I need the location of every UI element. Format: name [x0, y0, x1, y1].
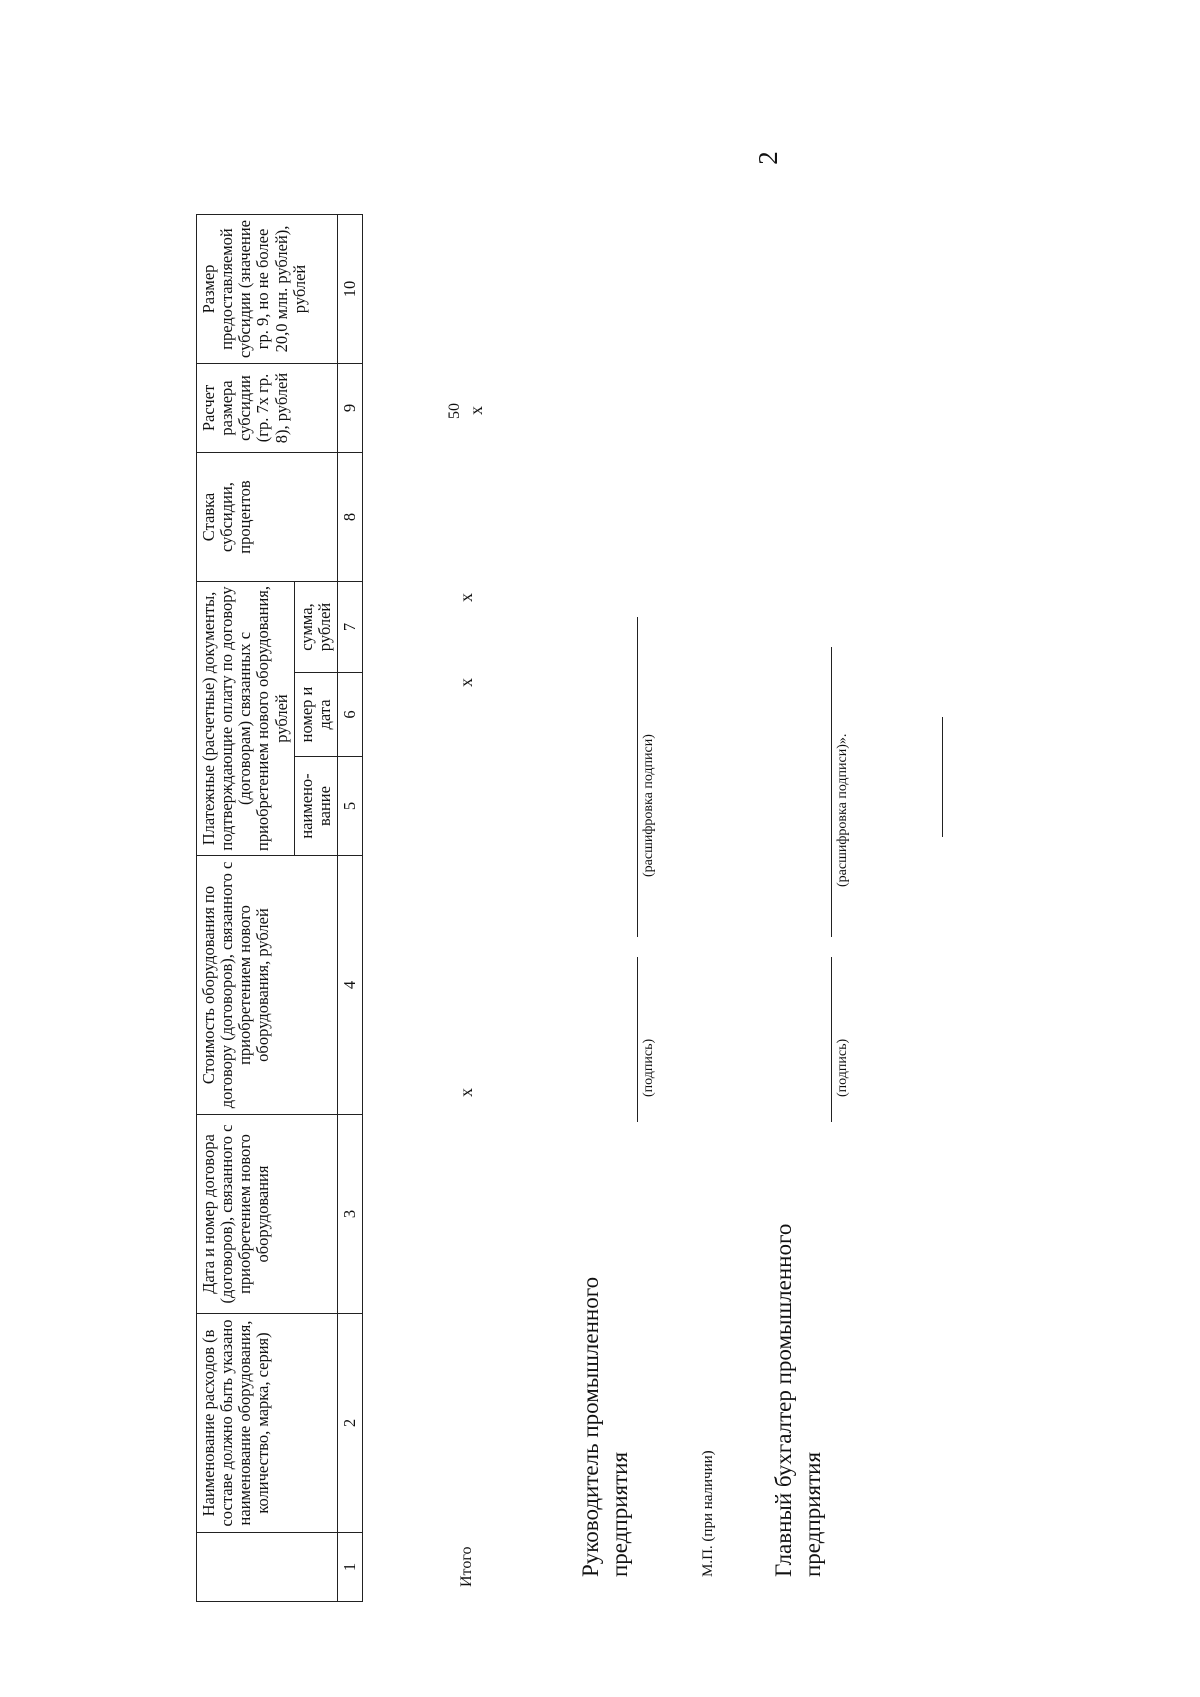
header-col-10: Размер предоставляемой субсидии (значение гр. 9, но не более 20,0 млн. рублей), рублей	[197, 215, 338, 364]
col-number-7: 7	[337, 582, 362, 673]
totals-col8-value-bottom: x	[466, 406, 486, 415]
page-number: 2	[753, 151, 783, 165]
head-decoding-caption: (расшифровка подписи)	[641, 734, 656, 877]
col-number-6: 6	[337, 673, 362, 757]
header-col-3: Дата и номер договора (договоров), связанного с приобретением нового оборудования	[197, 1115, 338, 1314]
head-title: Руководитель промышленного предприятия	[578, 1276, 632, 1577]
totals-col6-value: x	[456, 593, 476, 602]
header-col-8: Ставка субсидии, процентов	[197, 453, 338, 582]
col-number-8: 8	[337, 453, 362, 582]
header-col-2: Наименование расходов (в составе должно быть указано наименование оборудования, количество, марка, серия)	[197, 1314, 338, 1533]
totals-col8-value-top: 50	[446, 403, 463, 419]
accountant-decoding-caption: (расшифровка подписи)».	[835, 733, 850, 887]
accountant-signature-caption: (подпись)	[835, 1038, 850, 1097]
accountant-decoding-line	[831, 647, 832, 937]
accountant-signature-line	[831, 957, 832, 1122]
table-number-row	[337, 215, 362, 1602]
header-col-5-7-group: Платежные (расчетные) документы, подтверждающие оплату по договору (договорам) связанных с приобретением нового оборудования, рублей	[197, 582, 295, 856]
head-decoding-line	[637, 617, 638, 937]
header-col-1	[197, 1533, 338, 1602]
head-signature-line	[637, 957, 638, 1122]
col-number-3: 3	[337, 1115, 362, 1314]
subsidy-table	[196, 214, 363, 1602]
col-number-2: 2	[337, 1314, 362, 1533]
col-number-10: 10	[337, 215, 362, 364]
header-col-6: номер и дата	[294, 673, 337, 757]
totals-label: Итого	[458, 1546, 475, 1587]
stamp-label: М.П. (при наличии)	[700, 1450, 716, 1577]
header-col-4: Стоимость оборудования по договору (договоров), связанного с приобретением нового оборудования, рублей	[197, 856, 338, 1115]
accountant-title: Главный бухгалтер промышленного предприятия	[771, 1223, 825, 1577]
col-number-5: 5	[337, 757, 362, 856]
extra-signature-line	[942, 717, 943, 837]
header-col-9: Расчет размера субсидии (гр. 7х гр. 8), рублей	[197, 364, 338, 453]
col-number-1: 1	[337, 1533, 362, 1602]
header-col-5: наимено-вание	[294, 757, 337, 856]
col-number-9: 9	[337, 364, 362, 453]
totals-col5-value: x	[456, 678, 476, 687]
table-header-row	[197, 215, 295, 1602]
totals-col3-value: x	[456, 1088, 476, 1097]
col-number-4: 4	[337, 856, 362, 1115]
header-col-7: сумма, рублей	[294, 582, 337, 673]
head-signature-caption: (подпись)	[641, 1038, 656, 1097]
